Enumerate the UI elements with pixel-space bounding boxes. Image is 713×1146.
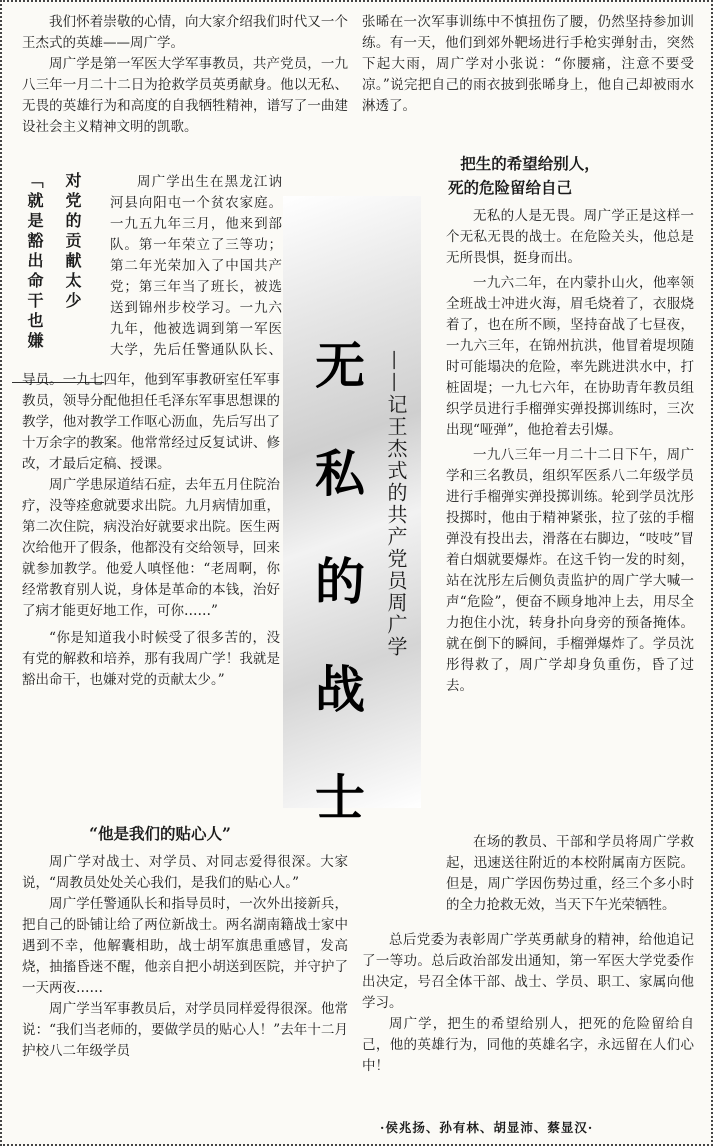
article-title <box>308 312 372 852</box>
quote-column-left: 「就是豁出命干也嫌 <box>25 172 44 352</box>
paragraph-6: 周广学任警通队长和指导员时，一次外出接新兵，把自己的卧铺让给了两位新战士。两名湖南籍战士家中遇到不幸，他解囊相助，战士胡军旗患重感冒，发高烧，抽搐昏迷不醒，他亲自把小胡送到医院，并守护了一天两夜…… <box>22 896 348 996</box>
article-subtitle: ——记王杰式的共产党员周广学 <box>384 350 408 658</box>
left-bottom-block <box>22 852 348 1062</box>
cut-border-bottom <box>0 1138 713 1146</box>
paragraph-11: 一九八三年一月二十二日下午，周广学和三名教员，组织军医系八二年级学员进行手榴弹实弹投掷训练。轮到学员沈彤投掷时，他由于精神紧张，拉了弦的手榴弹没有投出去，滑落在右脚边，“吱吱”冒着白烟就要爆炸。在这千钧一发的时刻，站在沈彤左后侧负责监护的周广学大喊一声“危险”，便奋不顾身地冲上去，用尽全力抱住小沈，转身扑向身旁的预备掩体。就在倒下的瞬间，手榴弹爆炸了。学员沈彤得救了，周广学却身负重伤，昏了过去。 <box>446 447 694 694</box>
section-2-title-line-2: 死的危险留给自己 <box>447 178 572 197</box>
cut-border-left <box>0 0 12 1146</box>
title-char: 战 <box>315 660 365 719</box>
left-top-block <box>22 12 348 138</box>
narrow-block <box>110 172 282 362</box>
paragraph-8: 张晞在一次军事训练中不慎扭伤了腰，仍然坚持参加训练。有一天，他们到郊外靶场进行手枪实弹射击，突然下起大雨，周广学对小张说：“你腰痛，注意不要受凉。”说完把自己的雨衣披到张晞身上，他自己却被雨水淋透了。 <box>362 14 694 114</box>
right-middle-block <box>446 206 694 697</box>
paragraph-5: 周广学对战士、对学员、对同志爱得很深。大家说，“周教员处处关心我们，是我们的贴心人。” <box>22 854 348 891</box>
paragraph-2a: 周广学出生在黑龙江讷河县向阳屯一个贫农家庭。一九五九年三月，他来到部队。第一年荣立了三等功；第二年光荣加入了中国共产党；第三年当了班长，被选送到锦州步校学习。一九六九年，他被选调到第一军医大学，先后任警通队队长、 <box>110 174 282 358</box>
paragraph-14: 周广学，把生的希望给别人，把死的危险留给自己，他的英雄行为，同他的英雄名字，永远留在人们心中！ <box>362 1016 694 1074</box>
paragraph-4: “你是知道我小时候受了很多苦的，没有党的解救和培养，那有我周广学！我就是豁出命干，也嫌对党的贡献太少。” <box>22 630 280 688</box>
paragraph-10: 一九六二年，在内蒙扑山火，他率领全班战士冲进火海，眉毛烧着了，衣服烧着了，也在所不顾，坚持奋战了七昼夜，一九六三年，在锦州抗洪，他冒着堤坝随时可能塌决的危险，率先跳进洪水中，打桩固堤；一九七六年，在协助青年教员组织学员进行手榴弹实弹投掷训练时，三次出现“哑弹”，他抢着去引爆。 <box>446 275 694 438</box>
title-char: 私 <box>315 444 365 503</box>
quote-column-right: 对党的贡献太少 <box>63 172 82 312</box>
title-char: 的 <box>315 552 365 611</box>
title-char: 士 <box>315 768 365 827</box>
right-top-block <box>362 12 694 117</box>
intro-paragraph: 我们怀着崇敬的心情，向大家介绍我们时代又一个王杰式的英雄——周广学。 <box>22 14 348 51</box>
section-1-title: “他是我们的贴心人” <box>89 824 231 843</box>
cut-border-right <box>701 0 713 1146</box>
paragraph-3: 周广学患尿道结石症，去年五月住院治疗，没等痊愈就要求出院。九月病情加重，第二次住院，病没治好就要求出院。医生两次给他开了假条，他都没有交给领导，回来就参加教学。他爱人嗔怪他：“老周啊，你经常教育别人说，身体是革命的本钱，治好了病才能更好地工作，可你……” <box>22 477 280 619</box>
right-bottom-block <box>362 930 694 1077</box>
section-2-title-line-1: 把生的希望给别人， <box>460 154 600 173</box>
title-char: 无 <box>315 336 365 395</box>
paragraph-12: 在场的教员、干部和学员将周广学救起，迅速送往附近的本校附属南方医院。但是，周广学因伤势过重，经三个多小时的全力抢救无效，当天下午光荣牺牲。 <box>446 834 694 913</box>
cut-border-top <box>0 0 713 8</box>
paragraph-9: 无私的人是无畏。周广学正是这样一个无私无畏的战士。在危险关头，他总是无所畏惧，挺身而出。 <box>446 208 694 266</box>
authors-line: ·侯兆扬、孙有林、胡显沛、蔡显汉· <box>380 1120 594 1135</box>
right-paragraph-12 <box>446 832 694 928</box>
paragraph-7: 周广学当军事教员后，对学员同样爱得很深。他常说：“我们当老师的，要做学员的贴心人！”去年十二月护校八二年级学员 <box>22 1001 348 1059</box>
left-lower-block <box>22 370 280 691</box>
paragraph-2b: 导员。一九七四年，他到军事教研室任军事教员，领导分配他担任毛泽东军事思想课的教学，他对教学工作呕心沥血，先后写出了十万余字的教案。他常常经过反复试讲、修改，才最后定稿、授课。 <box>22 372 280 472</box>
paragraph-1: 周广学是第一军医大学军事教员，共产党员，一九八三年一月二十二日为抢救学员英勇献身。他以无私、无畏的英雄行为和高度的自我牺牲精神，谱写了一曲建设社会主义精神文明的凯歌。 <box>22 56 348 135</box>
paragraph-13: 总后党委为表彰周广学英勇献身的精神，给他追记了一等功。总后政治部发出通知，第一军医大学党委作出决定，号召全体干部、战士、学员、职工、家属向他学习。 <box>362 932 694 1011</box>
